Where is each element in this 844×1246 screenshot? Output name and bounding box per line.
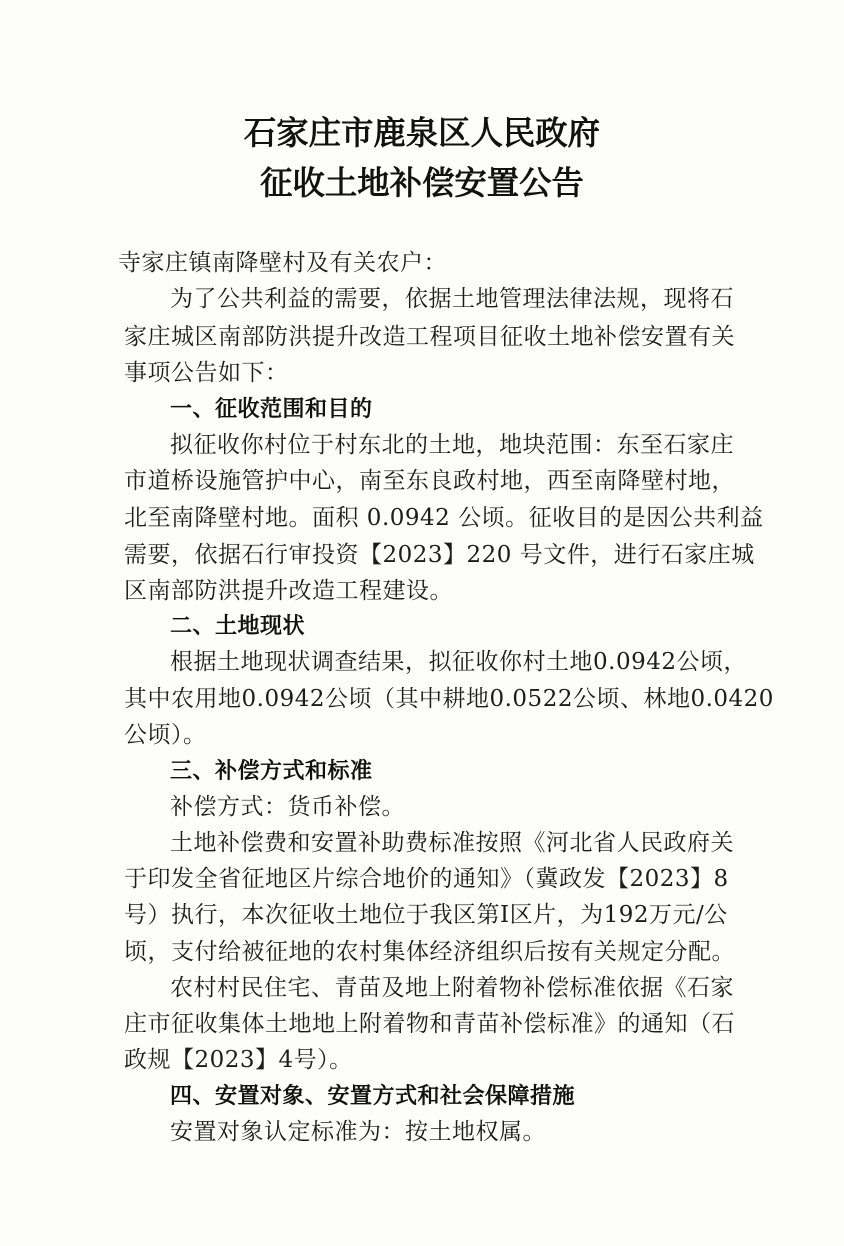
section4-line: 安置对象认定标准为：按土地权属。 — [170, 1119, 546, 1145]
section4-heading: 四、安置对象、安置方式和社会保障措施 — [170, 1084, 576, 1109]
section3-para2-line: 农村村民住宅、青苗及地上附着物补偿标准依据《石家 — [170, 975, 734, 1001]
section3-para1-line: 于印发全省征地区片综合地价的通知》（冀政发【2023】8 — [124, 866, 729, 892]
section2-line: 根据土地现状调查结果，拟征收你村土地0.0942公顷， — [170, 649, 747, 675]
section2-heading: 二、土地现状 — [170, 614, 306, 639]
section1-heading: 一、征收范围和目的 — [170, 397, 373, 422]
section3-method: 补偿方式：货币补偿。 — [170, 794, 405, 820]
section1-line: 北至南降壁村地。面积 0.0942 公顷。征收目的是因公共利益 — [124, 505, 764, 531]
document-title-line1: 石家庄市鹿泉区人民政府 — [243, 114, 601, 152]
intro-line: 事项公告如下： — [124, 360, 289, 386]
section1-line: 需要，依据石行审投资【2023】220 号文件，进行石家庄城 — [124, 542, 755, 568]
section2-line: 公顷）。 — [124, 722, 207, 748]
section1-line: 市道桥设施管护中心，南至东良政村地，西至南降壁村地， — [124, 468, 735, 494]
section1-line: 区南部防洪提升改造工程建设。 — [124, 578, 453, 604]
section3-para1-line: 土地补偿费和安置补助费标准按照《河北省人民政府关 — [170, 830, 734, 856]
section2-line: 其中农用地0.0942公顷（其中耕地0.0522公顷、林地0.0420 — [124, 686, 774, 712]
intro-line: 为了公共利益的需要，依据土地管理法律法规，现将石 — [170, 286, 734, 312]
section3-para1-line: 顷，支付给被征地的农村集体经济组织后按有关规定分配。 — [124, 939, 735, 965]
section3-para2-line: 庄市征收集体土地地上附着物和青苗补偿标准》的通知（石 — [124, 1011, 735, 1037]
intro-line: 家庄城区南部防洪提升改造工程项目征收土地补偿安置有关 — [124, 324, 735, 350]
section1-line: 拟征收你村位于村东北的土地，地块范围：东至石家庄 — [170, 432, 734, 458]
section3-para1-line: 号）执行，本次征收土地位于我区第Ⅰ区片，为192万元/公 — [124, 902, 728, 928]
salutation: 寺家庄镇南降壁村及有关农户： — [118, 250, 447, 276]
document-title-line2: 征收土地补偿安置公告 — [260, 164, 584, 202]
section3-heading: 三、补偿方式和标准 — [170, 759, 373, 784]
section3-para2-line: 政规【2023】4号）。 — [124, 1047, 353, 1073]
